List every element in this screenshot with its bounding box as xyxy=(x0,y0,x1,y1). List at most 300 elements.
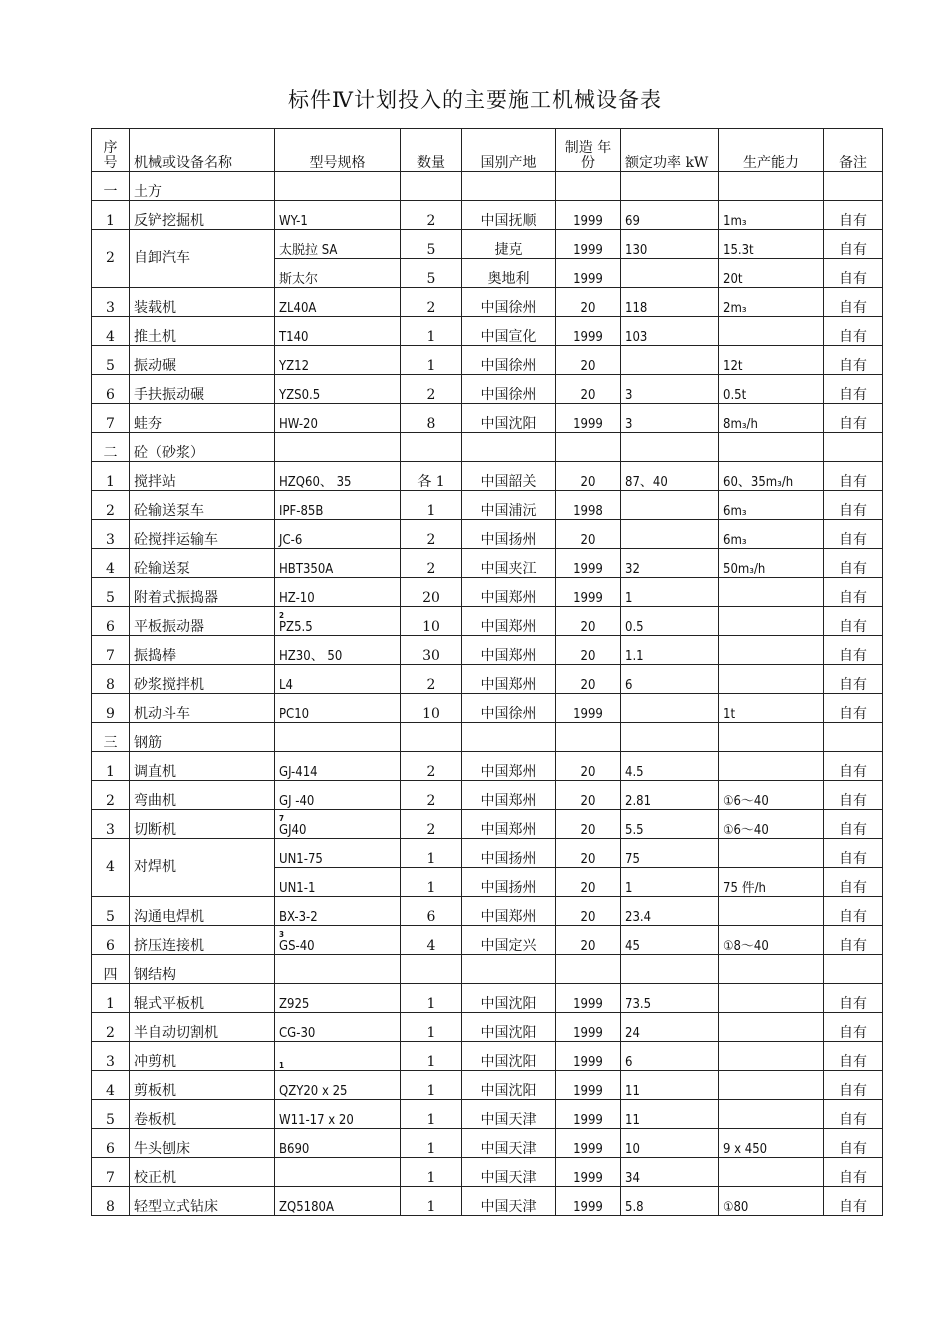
cell-origin: 中国徐州 xyxy=(462,288,556,317)
empty-cell xyxy=(401,955,462,984)
cell-capacity: 6m₃ xyxy=(719,520,824,549)
cell-power: 69 xyxy=(621,201,719,230)
cell-name: 机动斗车 xyxy=(130,694,275,723)
cell-capacity: 50m₃/h xyxy=(719,549,824,578)
cell-remark: 自有 xyxy=(824,201,883,230)
cell-seq: 2 xyxy=(92,230,130,288)
cell-model: ZQ5180A xyxy=(275,1187,401,1216)
cell-model: YZ12 xyxy=(275,346,401,375)
model-text: GS-40 xyxy=(279,939,315,954)
table-row xyxy=(92,549,883,578)
cell-power xyxy=(621,520,719,549)
cell-name: 辊式平板机 xyxy=(130,984,275,1013)
cell-year: 20 xyxy=(556,520,621,549)
cell-origin: 中国郑州 xyxy=(462,752,556,781)
cell-year: 1999 xyxy=(556,230,621,259)
cell-remark: 自有 xyxy=(824,1100,883,1129)
cell-year: 1999 xyxy=(556,549,621,578)
cell-origin: 中国扬州 xyxy=(462,839,556,868)
header-capacity: 生产能力 xyxy=(719,129,824,172)
cell-seq: 7 xyxy=(92,404,130,433)
cell-qty: 2 xyxy=(401,288,462,317)
cell-model: GJ -40 xyxy=(275,781,401,810)
cell-capacity: 9 x 450 xyxy=(719,1129,824,1158)
cell-remark: 自有 xyxy=(824,259,883,288)
cell-origin: 中国天津 xyxy=(462,1158,556,1187)
cell-remark: 自有 xyxy=(824,346,883,375)
cell-power xyxy=(621,491,719,520)
cell-capacity xyxy=(719,1100,824,1129)
cell-seq: 5 xyxy=(92,346,130,375)
section-seq: 三 xyxy=(92,723,130,752)
cell-qty: 1 xyxy=(401,1158,462,1187)
cell-seq: 1 xyxy=(92,752,130,781)
cell-capacity xyxy=(719,607,824,636)
table-row xyxy=(92,1013,883,1042)
table-row xyxy=(92,752,883,781)
cell-origin: 中国沈阳 xyxy=(462,404,556,433)
cell-name: 挤压连接机 xyxy=(130,926,275,955)
table-row xyxy=(92,1129,883,1158)
cell-year: 1999 xyxy=(556,694,621,723)
section-name: 土方 xyxy=(130,172,275,201)
cell-name: 剪板机 xyxy=(130,1071,275,1100)
cell-name: 自卸汽车 xyxy=(130,230,275,288)
table-row xyxy=(92,346,883,375)
cell-name: 切断机 xyxy=(130,810,275,839)
empty-cell xyxy=(401,433,462,462)
cell-qty: 1 xyxy=(401,1187,462,1216)
cell-qty: 各 1 xyxy=(401,462,462,491)
empty-cell xyxy=(401,723,462,752)
cell-year: 1998 xyxy=(556,491,621,520)
cell-model: B690 xyxy=(275,1129,401,1158)
cell-name: 牛头刨床 xyxy=(130,1129,275,1158)
cell-seq: 2 xyxy=(92,781,130,810)
cell-power: 32 xyxy=(621,549,719,578)
table-row xyxy=(92,375,883,404)
section-name: 钢结构 xyxy=(130,955,275,984)
cell-year: 1999 xyxy=(556,1013,621,1042)
cell-capacity: 12t xyxy=(719,346,824,375)
cell-qty: 8 xyxy=(401,404,462,433)
cell-seq: 3 xyxy=(92,520,130,549)
cell-year: 20 xyxy=(556,897,621,926)
cell-capacity xyxy=(719,1158,824,1187)
empty-cell xyxy=(462,955,556,984)
cell-capacity: 20t xyxy=(719,259,824,288)
cell-model: HZ-10 xyxy=(275,578,401,607)
cell-seq: 4 xyxy=(92,839,130,897)
cell-origin: 中国郑州 xyxy=(462,897,556,926)
cell-origin: 中国徐州 xyxy=(462,694,556,723)
cell-name: 沟通电焊机 xyxy=(130,897,275,926)
empty-cell xyxy=(275,723,401,752)
cell-capacity xyxy=(719,665,824,694)
model-wrapper xyxy=(279,930,315,954)
cell-qty: 20 xyxy=(401,578,462,607)
cell-qty: 2 xyxy=(401,549,462,578)
cell-power: 24 xyxy=(621,1013,719,1042)
cell-model: WY-1 xyxy=(275,201,401,230)
cell-capacity xyxy=(719,1013,824,1042)
cell-capacity xyxy=(719,1042,824,1071)
cell-power: 103 xyxy=(621,317,719,346)
cell-remark: 自有 xyxy=(824,607,883,636)
cell-origin: 中国徐州 xyxy=(462,346,556,375)
table-header-row xyxy=(92,129,883,172)
cell-year: 20 xyxy=(556,781,621,810)
cell-model xyxy=(275,810,401,839)
cell-remark: 自有 xyxy=(824,897,883,926)
cell-remark: 自有 xyxy=(824,752,883,781)
cell-model: 斯太尔 xyxy=(275,259,401,288)
cell-qty: 4 xyxy=(401,926,462,955)
table-row xyxy=(92,404,883,433)
cell-year: 1999 xyxy=(556,1100,621,1129)
empty-cell xyxy=(824,172,883,201)
cell-power: 130 xyxy=(621,230,719,259)
model-wrapper xyxy=(279,814,307,838)
cell-power: 2.81 xyxy=(621,781,719,810)
cell-remark: 自有 xyxy=(824,868,883,897)
footnote-mark: 2 xyxy=(279,611,285,620)
cell-model: W11-17 x 20 xyxy=(275,1100,401,1129)
cell-model: HW-20 xyxy=(275,404,401,433)
table-row xyxy=(92,491,883,520)
cell-origin: 中国郑州 xyxy=(462,578,556,607)
cell-name: 轻型立式钻床 xyxy=(130,1187,275,1216)
cell-model: ZL40A xyxy=(275,288,401,317)
cell-power: 1 xyxy=(621,868,719,897)
cell-year: 20 xyxy=(556,752,621,781)
cell-capacity: 2m₃ xyxy=(719,288,824,317)
cell-remark: 自有 xyxy=(824,317,883,346)
cell-capacity: 60、35m₃/h xyxy=(719,462,824,491)
table-row xyxy=(92,636,883,665)
cell-power xyxy=(621,346,719,375)
cell-qty: 2 xyxy=(401,375,462,404)
cell-remark: 自有 xyxy=(824,665,883,694)
cell-seq: 9 xyxy=(92,694,130,723)
cell-model: YZS0.5 xyxy=(275,375,401,404)
table-row xyxy=(92,781,883,810)
cell-year: 20 xyxy=(556,346,621,375)
cell-model xyxy=(275,926,401,955)
table-row xyxy=(92,288,883,317)
cell-qty: 1 xyxy=(401,317,462,346)
cell-origin: 中国定兴 xyxy=(462,926,556,955)
cell-origin: 中国扬州 xyxy=(462,868,556,897)
cell-model: Z925 xyxy=(275,984,401,1013)
cell-seq: 4 xyxy=(92,1071,130,1100)
cell-power: 11 xyxy=(621,1071,719,1100)
cell-name: 调直机 xyxy=(130,752,275,781)
cell-name: 蛙夯 xyxy=(130,404,275,433)
empty-cell xyxy=(556,433,621,462)
cell-model: CG-30 xyxy=(275,1013,401,1042)
cell-qty: 1 xyxy=(401,1071,462,1100)
cell-remark: 自有 xyxy=(824,549,883,578)
cell-remark: 自有 xyxy=(824,1042,883,1071)
empty-cell xyxy=(556,955,621,984)
cell-origin: 中国沈阳 xyxy=(462,1013,556,1042)
cell-model: UN1-75 xyxy=(275,839,401,868)
section-seq: 四 xyxy=(92,955,130,984)
cell-name: 推土机 xyxy=(130,317,275,346)
cell-origin: 中国沈阳 xyxy=(462,984,556,1013)
cell-seq: 3 xyxy=(92,288,130,317)
cell-origin: 中国沈阳 xyxy=(462,1042,556,1071)
cell-model: L4 xyxy=(275,665,401,694)
cell-capacity: 8m₃/h xyxy=(719,404,824,433)
empty-cell xyxy=(719,172,824,201)
cell-seq: 8 xyxy=(92,665,130,694)
header-qty: 数量 xyxy=(401,129,462,172)
cell-year: 1999 xyxy=(556,1042,621,1071)
cell-power: 0.5 xyxy=(621,607,719,636)
cell-power: 1.1 xyxy=(621,636,719,665)
footnote-mark: 3 xyxy=(279,930,285,939)
cell-seq: 6 xyxy=(92,375,130,404)
model-text: PZ5.5 xyxy=(279,620,313,635)
cell-year: 20 xyxy=(556,636,621,665)
cell-model xyxy=(275,607,401,636)
cell-seq: 6 xyxy=(92,1129,130,1158)
cell-qty: 1 xyxy=(401,1013,462,1042)
cell-seq: 8 xyxy=(92,1187,130,1216)
table-row xyxy=(92,201,883,230)
cell-capacity: 75 件/h xyxy=(719,868,824,897)
section-row xyxy=(92,433,883,462)
footnote-mark: 1 xyxy=(279,1061,285,1070)
cell-remark: 自有 xyxy=(824,1013,883,1042)
cell-name: 手扶振动碾 xyxy=(130,375,275,404)
empty-cell xyxy=(719,955,824,984)
cell-capacity: 0.5t xyxy=(719,375,824,404)
empty-cell xyxy=(556,172,621,201)
cell-name: 对焊机 xyxy=(130,839,275,897)
table-row xyxy=(92,810,883,839)
cell-year: 1999 xyxy=(556,1071,621,1100)
cell-power xyxy=(621,259,719,288)
cell-model: PC10 xyxy=(275,694,401,723)
empty-cell xyxy=(462,723,556,752)
header-year: 制造 年份 xyxy=(556,129,621,172)
cell-capacity xyxy=(719,317,824,346)
cell-year: 1999 xyxy=(556,259,621,288)
cell-origin: 中国浦沅 xyxy=(462,491,556,520)
cell-name: 砼输送泵 xyxy=(130,549,275,578)
cell-model: UN1-1 xyxy=(275,868,401,897)
cell-seq: 1 xyxy=(92,201,130,230)
cell-qty: 10 xyxy=(401,694,462,723)
section-row xyxy=(92,172,883,201)
cell-model: HZ30、 50 xyxy=(275,636,401,665)
cell-power: 23.4 xyxy=(621,897,719,926)
cell-capacity: ①6〜40 xyxy=(719,810,824,839)
cell-year: 20 xyxy=(556,839,621,868)
cell-model: HZQ60、 35 xyxy=(275,462,401,491)
cell-remark: 自有 xyxy=(824,491,883,520)
empty-cell xyxy=(621,433,719,462)
cell-year: 1999 xyxy=(556,1187,621,1216)
table-row xyxy=(92,665,883,694)
cell-power: 1 xyxy=(621,578,719,607)
cell-capacity: ①6〜40 xyxy=(719,781,824,810)
table-row xyxy=(92,520,883,549)
cell-origin: 中国郑州 xyxy=(462,636,556,665)
cell-seq: 3 xyxy=(92,810,130,839)
cell-origin: 中国韶关 xyxy=(462,462,556,491)
empty-cell xyxy=(719,723,824,752)
cell-remark: 自有 xyxy=(824,404,883,433)
cell-remark: 自有 xyxy=(824,578,883,607)
cell-power: 11 xyxy=(621,1100,719,1129)
cell-capacity xyxy=(719,578,824,607)
cell-capacity: 6m₃ xyxy=(719,491,824,520)
cell-power: 118 xyxy=(621,288,719,317)
header-power: 额定功率 kW xyxy=(621,129,719,172)
cell-qty: 1 xyxy=(401,1100,462,1129)
cell-model: GJ-414 xyxy=(275,752,401,781)
cell-origin: 中国天津 xyxy=(462,1100,556,1129)
cell-origin: 中国沈阳 xyxy=(462,1071,556,1100)
cell-qty: 2 xyxy=(401,665,462,694)
cell-remark: 自有 xyxy=(824,810,883,839)
cell-seq: 6 xyxy=(92,926,130,955)
cell-qty: 2 xyxy=(401,810,462,839)
cell-origin: 中国天津 xyxy=(462,1129,556,1158)
cell-qty: 1 xyxy=(401,868,462,897)
empty-cell xyxy=(462,433,556,462)
cell-remark: 自有 xyxy=(824,694,883,723)
cell-remark: 自有 xyxy=(824,636,883,665)
cell-capacity: ①8〜40 xyxy=(719,926,824,955)
header-origin: 国别产地 xyxy=(462,129,556,172)
empty-cell xyxy=(462,172,556,201)
cell-year: 20 xyxy=(556,375,621,404)
cell-qty: 1 xyxy=(401,1129,462,1158)
cell-name: 振捣棒 xyxy=(130,636,275,665)
footnote-mark: 7 xyxy=(279,814,285,823)
cell-remark: 自有 xyxy=(824,288,883,317)
header-model: 型号规格 xyxy=(275,129,401,172)
cell-year: 1999 xyxy=(556,984,621,1013)
table-row xyxy=(92,1158,883,1187)
cell-power: 73.5 xyxy=(621,984,719,1013)
header-name: 机械或设备名称 xyxy=(130,129,275,172)
cell-remark: 自有 xyxy=(824,1129,883,1158)
cell-qty: 1 xyxy=(401,839,462,868)
empty-cell xyxy=(621,172,719,201)
cell-remark: 自有 xyxy=(824,1187,883,1216)
cell-remark: 自有 xyxy=(824,926,883,955)
cell-year: 1999 xyxy=(556,404,621,433)
cell-capacity xyxy=(719,636,824,665)
cell-origin: 中国夹江 xyxy=(462,549,556,578)
cell-remark: 自有 xyxy=(824,1158,883,1187)
cell-seq: 4 xyxy=(92,549,130,578)
empty-cell xyxy=(275,955,401,984)
cell-origin: 中国天津 xyxy=(462,1187,556,1216)
cell-model: BX-3-2 xyxy=(275,897,401,926)
model-wrapper xyxy=(279,611,313,635)
cell-name: 半自动切割机 xyxy=(130,1013,275,1042)
cell-model xyxy=(275,1158,401,1187)
cell-qty: 2 xyxy=(401,520,462,549)
cell-remark: 自有 xyxy=(824,230,883,259)
model-text: GJ40 xyxy=(279,823,307,838)
table-row xyxy=(92,1042,883,1071)
cell-seq: 2 xyxy=(92,1013,130,1042)
cell-year: 20 xyxy=(556,288,621,317)
cell-model: HBT350A xyxy=(275,549,401,578)
empty-cell xyxy=(824,955,883,984)
cell-year: 20 xyxy=(556,665,621,694)
cell-name: 冲剪机 xyxy=(130,1042,275,1071)
cell-model xyxy=(275,1042,401,1071)
cell-power: 5.8 xyxy=(621,1187,719,1216)
table-row xyxy=(92,230,883,259)
cell-capacity: ①80 xyxy=(719,1187,824,1216)
cell-qty: 2 xyxy=(401,781,462,810)
cell-name: 平板振动器 xyxy=(130,607,275,636)
page-title: 标件Ⅳ计划投入的主要施工机械设备表 xyxy=(288,88,662,112)
cell-origin: 中国徐州 xyxy=(462,375,556,404)
cell-capacity xyxy=(719,984,824,1013)
cell-year: 1999 xyxy=(556,1129,621,1158)
cell-model: 太脱拉 SA xyxy=(275,230,401,259)
cell-power: 87、40 xyxy=(621,462,719,491)
cell-model: JC-6 xyxy=(275,520,401,549)
header-seq: 序 号 xyxy=(92,129,130,172)
cell-remark: 自有 xyxy=(824,781,883,810)
cell-qty: 1 xyxy=(401,1042,462,1071)
table-row xyxy=(92,1100,883,1129)
cell-model: T140 xyxy=(275,317,401,346)
section-row xyxy=(92,723,883,752)
cell-power: 6 xyxy=(621,665,719,694)
table-row xyxy=(92,926,883,955)
table-row xyxy=(92,607,883,636)
empty-cell xyxy=(621,955,719,984)
cell-name: 附着式振捣器 xyxy=(130,578,275,607)
cell-origin: 奥地利 xyxy=(462,259,556,288)
cell-name: 卷板机 xyxy=(130,1100,275,1129)
cell-origin: 中国宣化 xyxy=(462,317,556,346)
empty-cell xyxy=(275,433,401,462)
cell-remark: 自有 xyxy=(824,1071,883,1100)
cell-qty: 1 xyxy=(401,984,462,1013)
empty-cell xyxy=(401,172,462,201)
table-row xyxy=(92,1071,883,1100)
cell-power: 5.5 xyxy=(621,810,719,839)
cell-seq: 5 xyxy=(92,897,130,926)
cell-capacity xyxy=(719,897,824,926)
empty-cell xyxy=(556,723,621,752)
cell-qty: 2 xyxy=(401,752,462,781)
cell-name: 砼搅拌运输车 xyxy=(130,520,275,549)
cell-capacity: 15.3t xyxy=(719,230,824,259)
section-seq: 二 xyxy=(92,433,130,462)
table-row xyxy=(92,1187,883,1216)
cell-name: 装载机 xyxy=(130,288,275,317)
cell-qty: 5 xyxy=(401,230,462,259)
table-row xyxy=(92,897,883,926)
cell-seq: 5 xyxy=(92,578,130,607)
cell-power: 75 xyxy=(621,839,719,868)
